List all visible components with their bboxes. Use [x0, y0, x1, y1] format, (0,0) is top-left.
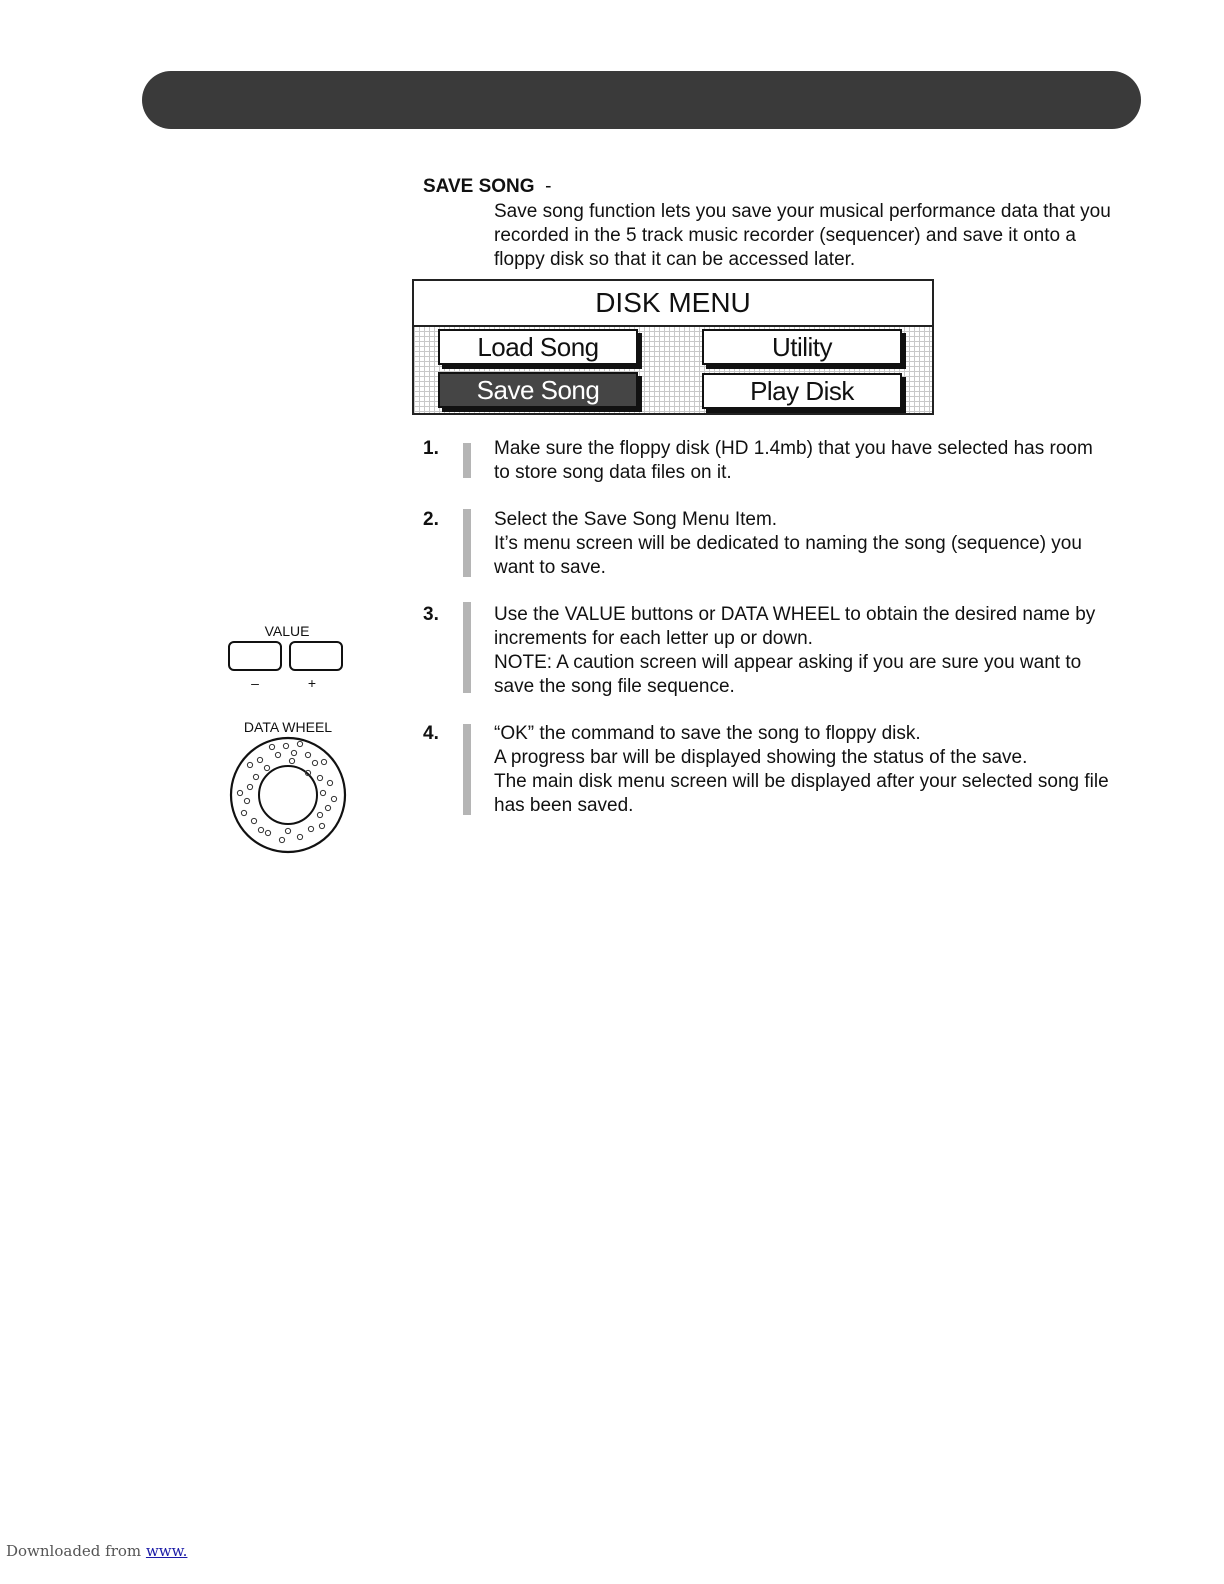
step-text: [494, 508, 1134, 580]
step-line: “OK” the command to save the song to floppy disk.: [494, 723, 921, 744]
step-number: 1.: [423, 438, 439, 459]
intro-paragraph: [494, 200, 1134, 272]
step-line: Make sure the floppy disk (HD 1.4mb) that you have selected has room: [494, 438, 1093, 459]
step-bar: [463, 509, 471, 577]
step-line: save the song file sequence.: [494, 676, 735, 697]
step-bar: [463, 602, 471, 693]
step-number: 4.: [423, 723, 439, 744]
plus-sign: +: [307, 675, 317, 691]
step-text: [494, 603, 1134, 699]
step-line: has been saved.: [494, 795, 634, 816]
step-line: It’s menu screen will be dedicated to naming the song (sequence) you: [494, 533, 1082, 554]
load-song-menu-item[interactable]: Load Song: [438, 329, 638, 365]
step-line: want to save.: [494, 557, 606, 578]
intro-line: Save song function lets you save your musical performance data that you: [494, 201, 1111, 222]
intro-line: recorded in the 5 track music recorder (sequencer) and save it onto a: [494, 225, 1076, 246]
disk-menu-title: DISK MENU: [414, 281, 932, 327]
save-song-menu-item[interactable]: Save Song: [438, 372, 638, 408]
step-line: increments for each letter up or down.: [494, 628, 813, 649]
footer-text: Downloaded from: [6, 1542, 142, 1560]
header-bar: [142, 71, 1141, 129]
step-line: to store song data files on it.: [494, 462, 732, 483]
step-line: Select the Save Song Menu Item.: [494, 509, 778, 530]
control-panel-illustration: [220, 615, 360, 860]
play-disk-menu-item[interactable]: Play Disk: [702, 373, 902, 409]
step-number: 3.: [423, 604, 439, 625]
data-wheel-hub: [259, 766, 317, 824]
value-label: VALUE: [264, 623, 310, 639]
step-line: Use the VALUE buttons or DATA WHEEL to obtain the desired name by: [494, 604, 1096, 625]
footer: [6, 1542, 287, 1560]
section-title: SAVE SONG: [423, 176, 535, 197]
utility-menu-item[interactable]: Utility: [702, 329, 902, 365]
value-minus-button[interactable]: [229, 642, 281, 670]
minus-sign: –: [251, 675, 259, 691]
step-line: NOTE: A caution screen will appear asking if you are sure you want to: [494, 652, 1082, 673]
section-heading: [423, 176, 551, 198]
intro-line: floppy disk so that it can be accessed later.: [494, 249, 856, 270]
step-number: 2.: [423, 509, 439, 530]
section-dash: -: [545, 176, 552, 197]
step-text: [494, 722, 1134, 818]
step-line: The main disk menu screen will be displayed after your selected song file: [494, 771, 1109, 792]
data-wheel-label: DATA WHEEL: [243, 719, 333, 735]
footer-link[interactable]: www.: [145, 1542, 188, 1560]
step-bar: [463, 443, 471, 478]
step-bar: [463, 724, 471, 815]
value-plus-button[interactable]: [290, 642, 342, 670]
disk-menu-screen: [412, 279, 934, 415]
step-text: [494, 437, 1134, 485]
step-line: A progress bar will be displayed showing the status of the save.: [494, 747, 1028, 768]
